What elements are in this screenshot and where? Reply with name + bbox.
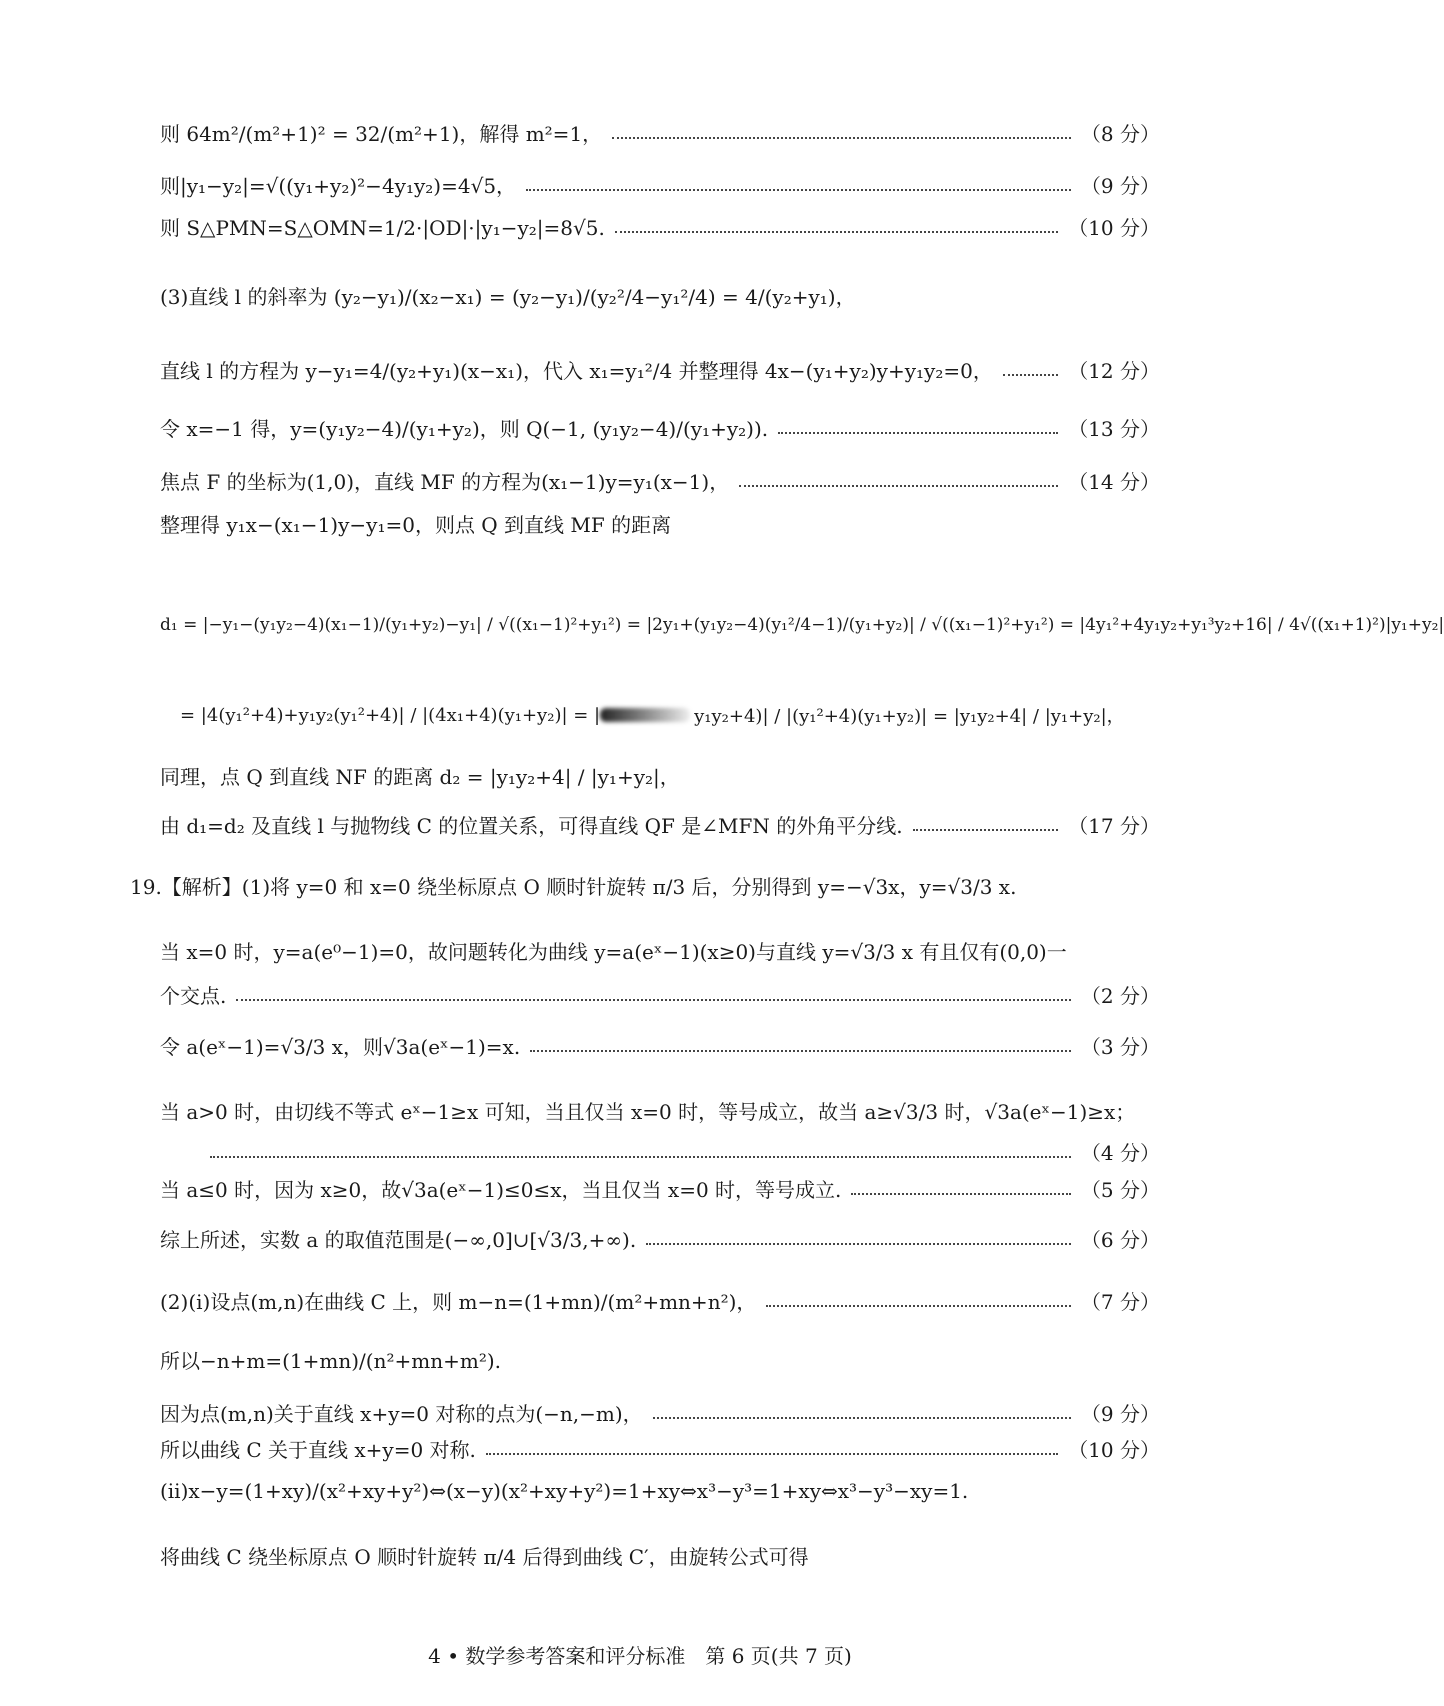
line-text: (2)(ⅰ)设点(m,n)在曲线 C 上，则 m−n=(1+mn)/(m²+mn+n²)， <box>160 1289 757 1314</box>
score: （13 分） <box>1068 416 1160 441</box>
line-9 <box>160 164 1160 204</box>
leader-dots <box>615 231 1058 233</box>
distance-formula-continued <box>180 690 1180 740</box>
leader-dots <box>766 1305 1071 1307</box>
line-14 <box>160 460 1160 500</box>
line-text: 所以−n+m=(1+mn)/(n²+mn+m²). <box>160 1348 501 1373</box>
line-text: (3)直线 l 的斜率为 (y₂−y₁)/(x₂−x₁) = (y₂−y₁)/(y₂²/4−y₁²/4) = 4/(y₂+y₁)， <box>160 284 856 309</box>
score: （9 分） <box>1080 173 1160 198</box>
score: （2 分） <box>1080 983 1160 1008</box>
leader-dots <box>526 189 1071 191</box>
line-15 <box>160 503 1160 543</box>
score: （10 分） <box>1068 1437 1160 1462</box>
line-text: 则|y₁−y₂|=√((y₁+y₂)²−4y₁y₂)=4√5， <box>160 173 517 198</box>
line-28 <box>160 1275 1160 1325</box>
line-text: 个交点. <box>160 983 227 1008</box>
line-32 <box>160 1466 1160 1516</box>
line-text: 将曲线 C 绕坐标原点 O 顺时针旋转 π/4 后得到曲线 C′，由旋转公式可得 <box>160 1544 809 1569</box>
score: （12 分） <box>1068 358 1160 383</box>
line-text: d₁ = |−y₁−(y₁y₂−4)(x₁−1)/(y₁+y₂)−y₁| / √((x₁−1)²+y₁²) = |2y₁+(y₁y₂−4)(y₁²/4−1)/(y₁+y₂)| / √((x₁−1)²+y₁²) = |4y₁²+4y₁y₂+y₁³y₂+16| / 4√((x₁+1)²)|y₁+y₂| <box>160 615 1444 635</box>
leader-dots <box>851 1193 1071 1195</box>
line-24 <box>160 1085 1160 1135</box>
line-33 <box>160 1530 1160 1580</box>
line-text: 19.【解析】(1)将 y=0 和 x=0 绕坐标原点 O 顺时针旋转 π/3 后，分别得到 y=−√3x，y=√3/3 x. <box>130 874 1017 899</box>
score: （10 分） <box>1068 215 1160 240</box>
line-21 <box>160 925 1160 975</box>
line-30 <box>160 1392 1160 1432</box>
line-31 <box>160 1428 1160 1468</box>
blurred-region <box>600 708 690 722</box>
score: （3 分） <box>1080 1034 1160 1059</box>
line-text: 焦点 F 的坐标为(1,0)，直线 MF 的方程为(x₁−1)y=y₁(x−1)， <box>160 469 730 494</box>
leader-dots <box>210 1156 1071 1158</box>
line-27 <box>160 1213 1160 1263</box>
page-footer: 4 • 数学参考答案和评分标准 第 6 页(共 7 页) <box>428 1644 852 1668</box>
line-25 <box>160 1131 1160 1171</box>
score: （8 分） <box>1080 121 1160 146</box>
line-text: 则 64m²/(m²+1)² = 32/(m²+1)，解得 m²=1， <box>160 121 603 146</box>
line-19 <box>160 804 1160 844</box>
line-text: 所以曲线 C 关于直线 x+y=0 对称. <box>160 1437 476 1462</box>
line-13 <box>160 402 1160 452</box>
line-23 <box>160 1020 1160 1070</box>
score: （17 分） <box>1068 813 1160 838</box>
leader-dots <box>486 1453 1058 1455</box>
leader-dots <box>612 137 1071 139</box>
leader-dots <box>236 999 1071 1001</box>
score: （7 分） <box>1080 1289 1160 1314</box>
leader-dots <box>530 1050 1071 1052</box>
line-11 <box>160 265 1160 325</box>
leader-dots <box>646 1243 1071 1245</box>
line-29 <box>160 1334 1160 1384</box>
line-8 <box>160 112 1160 152</box>
score: （14 分） <box>1068 469 1160 494</box>
line-text: 因为点(m,n)关于直线 x+y=0 对称的点为(−n,−m)， <box>160 1401 643 1426</box>
line-text: 当 a>0 时，由切线不等式 eˣ−1≥x 可知，当且仅当 x=0 时，等号成立，故当 a≥√3/3 时，√3a(eˣ−1)≥x； <box>160 1099 1136 1124</box>
leader-dots <box>653 1417 1071 1419</box>
leader-dots <box>913 829 1059 831</box>
line-22 <box>160 974 1160 1014</box>
score: （9 分） <box>1080 1401 1160 1426</box>
line-12 <box>160 344 1160 394</box>
line-text: = |4(y₁²+4)+y₁y₂(y₁²+4)| / |(4x₁+4)(y₁+y₂)| = | <box>180 704 601 726</box>
line-text: 直线 l 的方程为 y−y₁=4/(y₂+y₁)(x−x₁)，代入 x₁=y₁²/4 并整理得 4x−(y₁+y₂)y+y₁y₂=0， <box>160 358 993 383</box>
line-text: 由 d₁=d₂ 及直线 l 与抛物线 C 的位置关系，可得直线 QF 是∠MFN 的外角平分线. <box>160 813 903 838</box>
score: （5 分） <box>1080 1177 1160 1202</box>
leader-dots <box>778 432 1058 434</box>
line-text: 则 S△PMN=S△OMN=1/2·|OD|·|y₁−y₂|=8√5. <box>160 215 605 240</box>
leader-dots <box>739 485 1058 487</box>
problem-19-heading <box>130 860 1130 910</box>
line-text: 同理，点 Q 到直线 NF 的距离 d₂ = |y₁y₂+4| / |y₁+y₂|， <box>160 764 680 789</box>
line-10 <box>160 206 1160 246</box>
line-text: 当 x=0 时，y=a(e⁰−1)=0，故问题转化为曲线 y=a(eˣ−1)(x≥0)与直线 y=√3/3 x 有且仅有(0,0)一 <box>160 939 1067 964</box>
line-text-2: y₁y₂+4)| / |(y₁²+4)(y₁+y₂)| = |y₁y₂+4| / |y₁+y₂|， <box>694 706 1125 727</box>
line-text: 综上所述，实数 a 的取值范围是(−∞,0]∪[√3/3,+∞). <box>160 1227 637 1252</box>
line-text: 令 x=−1 得，y=(y₁y₂−4)/(y₁+y₂)，则 Q(−1, (y₁y₂−4)/(y₁+y₂)). <box>160 416 769 441</box>
distance-formula-d1 <box>160 570 1444 680</box>
score: （6 分） <box>1080 1227 1160 1252</box>
line-text: 当 a≤0 时，因为 x≥0，故√3a(eˣ−1)≤0≤x，当且仅当 x=0 时，等号成立. <box>160 1177 842 1202</box>
leader-dots <box>1003 374 1058 376</box>
line-18 <box>160 750 1160 800</box>
line-26 <box>160 1168 1160 1208</box>
line-text: (ⅱ)x−y=(1+xy)/(x²+xy+y²)⇔(x−y)(x²+xy+y²)=1+xy⇔x³−y³=1+xy⇔x³−y³−xy=1. <box>160 1479 969 1503</box>
score: （4 分） <box>1080 1140 1160 1165</box>
line-text: 令 a(eˣ−1)=√3/3 x，则√3a(eˣ−1)=x. <box>160 1034 521 1059</box>
line-text: 整理得 y₁x−(x₁−1)y−y₁=0，则点 Q 到直线 MF 的距离 <box>160 512 672 537</box>
